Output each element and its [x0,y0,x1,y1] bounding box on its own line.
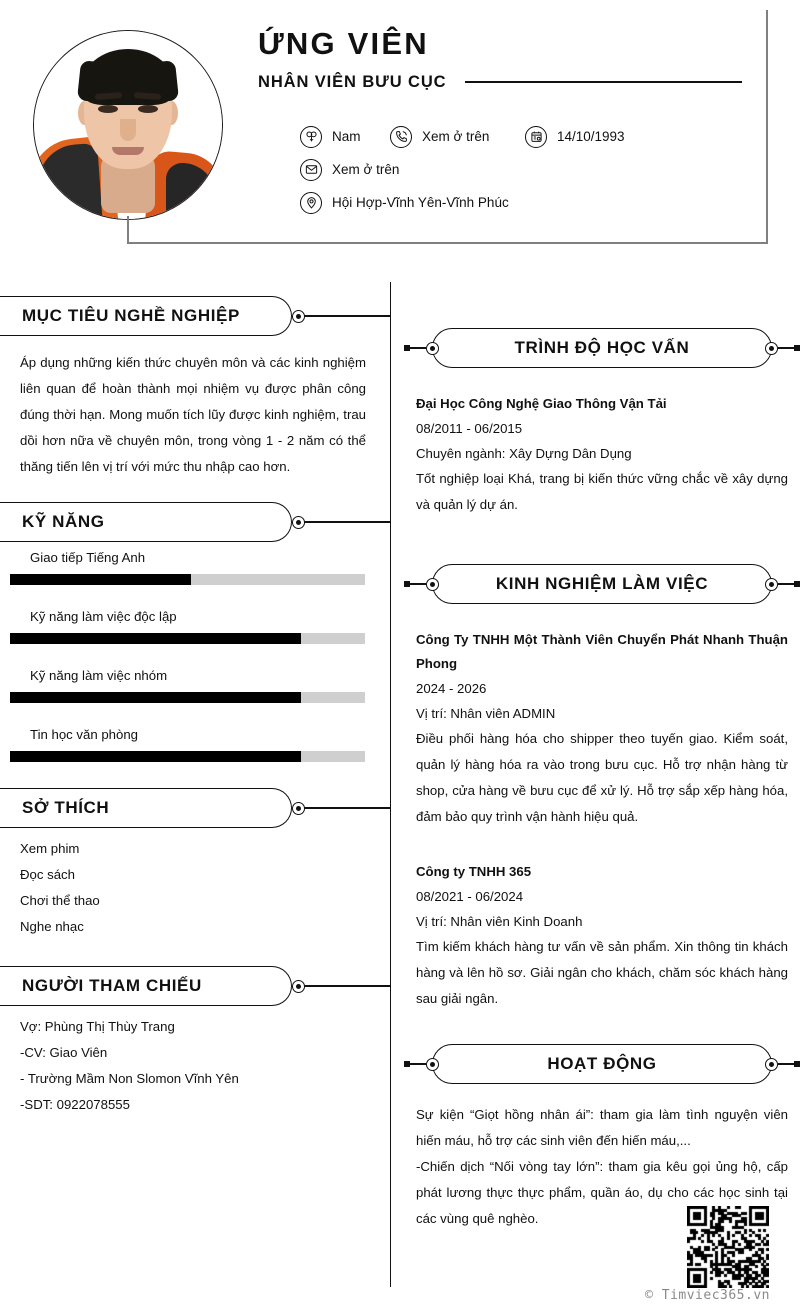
gender-icon [300,126,322,148]
section-header [404,564,800,604]
skill-label: Giao tiếp Tiếng Anh [30,550,146,565]
qr-code [687,1206,769,1288]
section-header [404,1044,800,1084]
list-item: Nghe nhạc [20,919,84,934]
header-frame-vertical [127,216,129,244]
skill-bar-fill [10,751,301,762]
section-skills [0,502,390,762]
section-connector-line [304,807,390,808]
section-title: KỸ NĂNG [22,512,105,531]
header-frame-right [766,10,768,244]
section-title: SỞ THÍCH [22,798,110,817]
calendar-icon [525,126,547,148]
section-education [404,328,800,518]
section-connector-line [304,985,390,986]
objective-text: Áp dụng những kiến thức chuyên môn và các kinh nghiệm liên quan để hoàn thành mọi nhiệm vụ được phân công đúng thời hạn. Mong muốn tích lũy được kinh nghiệm, trau dồi hơn nữa về chuyên môn, trong vòng 1 - 2 năm có thể thăng tiến lên vị trí với mức thu nhập cao hơn. [20,355,366,474]
experience-company: Công ty TNHH 365 [416,864,532,879]
skill-item [20,609,370,644]
column-divider [390,282,391,1287]
section-body [0,836,390,940]
section-connector-line [304,521,390,522]
avatar-photo [34,31,222,219]
contact-birthdate [525,126,625,148]
section-header [404,328,800,368]
contact-phone [390,126,525,148]
section-body [0,350,390,480]
education-major: Chuyên ngành: Xây Dựng Dân Dụng [416,446,632,461]
education-description: Tốt nghiệp loại Khá, trang bị kiến thức vững chắc về xây dựng và quản lý dự án. [416,471,788,512]
list-item: Chơi thể thao [20,893,100,908]
education-dates: 08/2011 - 06/2015 [416,421,523,436]
contact-birthdate-label: 14/10/1993 [557,129,625,144]
right-column [404,282,800,1232]
section-title: KINH NGHIỆM LÀM VIỆC [495,574,709,593]
job-title: NHÂN VIÊN BƯU CỤC [258,72,447,91]
contact-grid [300,120,770,219]
skill-bar-track [10,692,365,703]
experience-entry [416,860,788,1012]
experience-description: Điều phối hàng hóa cho shipper theo tuyến giao. Kiểm soát, quản lý hàng hóa ra vào trong bưu cục. Hỗ trợ nhận hàng từ shop, cửa hàng về bưu cục để xử lý. Hỗ trợ sắp xếp hàng hóa, đảm bảo quy trình vận hành hiệu quả. [416,731,788,824]
contact-email [300,159,399,181]
contact-row-3 [300,186,770,219]
education-entry [416,392,788,518]
skill-label: Kỹ năng làm việc nhóm [30,668,168,683]
header-text-block [258,28,758,92]
skill-item [20,550,370,585]
section-title: HOẠT ĐỘNG [547,1054,657,1073]
skill-bar-fill [10,633,301,644]
skill-bar-track [10,574,365,585]
experience-dates: 2024 - 2026 [416,681,487,696]
skill-label: Kỹ năng làm việc độc lập [30,609,177,624]
cv-header [0,0,800,265]
title-divider-rule [465,81,743,83]
section-title: NGƯỜI THAM CHIẾU [22,976,202,995]
section-header [0,296,390,336]
section-title: MỤC TIÊU NGHỀ NGHIỆP [22,306,240,325]
section-activities [404,1044,800,1232]
skill-bar-fill [10,692,301,703]
footer-copyright: © Timviec365.vn [645,1288,770,1303]
contact-gender [300,126,390,148]
section-body [404,628,800,1012]
section-header [0,966,390,1006]
skill-item [20,668,370,703]
location-icon [300,192,322,214]
activity-paragraph: Sự kiện “Giọt hồng nhân ái”: tham gia làm tình nguyện viên hiến máu, hỗ trợ các sinh viên đến hiến máu,... [416,1107,788,1148]
section-title: TRÌNH ĐỘ HỌC VẤN [514,338,690,357]
email-icon [300,159,322,181]
experience-entry [416,628,788,830]
candidate-name: ỨNG VIÊN [258,26,429,61]
contact-address-label: Hội Hợp-Vĩnh Yên-Vĩnh Phúc [332,195,509,210]
hobbies-list [20,836,366,940]
list-item: -CV: Giao Viên [20,1045,108,1060]
experience-description: Tìm kiếm khách hàng tư vấn về sản phẩm. Xin thông tin khách hàng và lên hồ sơ. Giải ngân cho khách, chăm sóc khách hàng sau giải ngân. [416,939,788,1006]
skill-bar-fill [10,574,191,585]
section-connector-line [304,315,390,316]
skill-item [20,727,370,762]
education-school: Đại Học Công Nghệ Giao Thông Vận Tải [416,396,667,411]
list-item: -SDT: 0922078555 [20,1097,130,1112]
section-body [0,550,390,762]
experience-company: Công Ty TNHH Một Thành Viên Chuyển Phát Nhanh Thuận Phong [416,632,788,671]
avatar [33,30,223,220]
contact-email-label: Xem ở trên [332,162,400,177]
section-experience [404,564,800,1012]
job-title-row [258,73,758,92]
left-column [0,282,390,1118]
reference-list [20,1014,366,1118]
section-hobbies [0,788,390,940]
contact-row-2 [300,153,770,186]
contact-row-1 [300,120,770,153]
skill-bar-track [10,633,365,644]
list-item: Xem phim [20,841,80,856]
section-reference [0,966,390,1118]
section-body [0,1014,390,1118]
contact-address [300,192,509,214]
skill-label: Tin học văn phòng [30,727,139,742]
contact-phone-label: Xem ở trên [422,129,490,144]
list-item: - Trường Mầm Non Slomon Vĩnh Yên [20,1071,239,1086]
header-frame-horizontal [127,242,768,244]
section-header [0,788,390,828]
list-item: Vợ: Phùng Thị Thùy Trang [20,1019,175,1034]
experience-position: Vị trí: Nhân viên ADMIN [416,706,556,721]
activity-paragraph: -Chiến dịch “Nối vòng tay lớn”: tham gia kêu gọi ủng hộ, cấp phát lương thực thực phẩm, quần áo, dụ cho các học sinh tại các vùng quê nghèo. [416,1159,788,1226]
list-item: Đọc sách [20,867,75,882]
section-header [0,502,390,542]
contact-gender-label: Nam [332,129,361,144]
experience-position: Vị trí: Nhân viên Kinh Doanh [416,914,583,929]
skill-bar-track [10,751,365,762]
phone-icon [390,126,412,148]
section-body [404,392,800,518]
experience-dates: 08/2021 - 06/2024 [416,889,524,904]
section-career-objective [0,296,390,480]
